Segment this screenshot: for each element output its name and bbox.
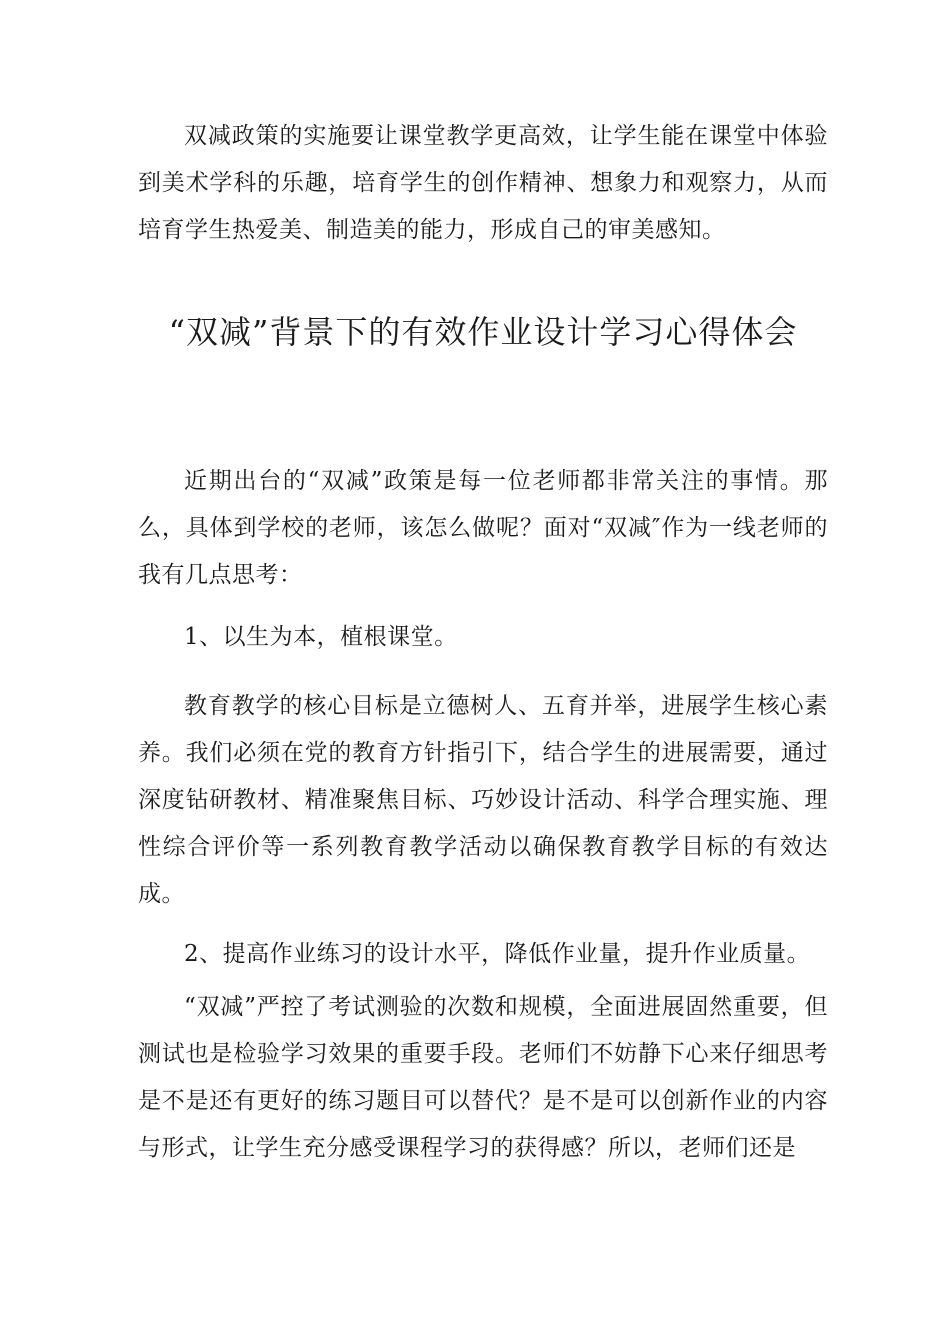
point-1: 1、以生为本，植根课堂。 [184,624,458,650]
point-2: 2、提高作业练习的设计水平，降低作业量，提升作业质量。 [184,941,811,967]
paragraph-2: 教育教学的核心目标是立德树人、五育并举，进展学生核心素养。我们必须在党的教育方针指引下，结合学生的进展需要，通过深度钻研教材、精准聚焦目标、巧妙设计活动、科学合理实施、理性综合评价等一系列教育教学活动以确保教育教学目标的有效达成。 [138,693,828,907]
intro-paragraph: 双减政策的实施要让课堂教学更高效，让学生能在课堂中体验到美术学科的乐趣，培育学生的创作精神、想象力和观察力，从而培育学生热爱美、制造美的能力，形成自己的审美感知。 [138,123,828,243]
paragraph-3: “双减”严控了考试测验的次数和规模，全面进展固然重要，但测试也是检验学习效果的重要手段。老师们不妨静下心来仔细思考是不是还有更好的练习题目可以替代？是不是可以创新作业的内容与形式，让学生充分感受课程学习的获得感？所以，老师们还是 [138,994,828,1161]
document-title: “双减”背景下的有效作业设计学习心得体会 [168,313,798,351]
paragraph-1: 近期出台的“双减”政策是每一位老师都非常关注的事情。那么，具体到学校的老师，该怎么做呢？面对“双减″作为一线老师的我有几点思考： [138,468,828,588]
